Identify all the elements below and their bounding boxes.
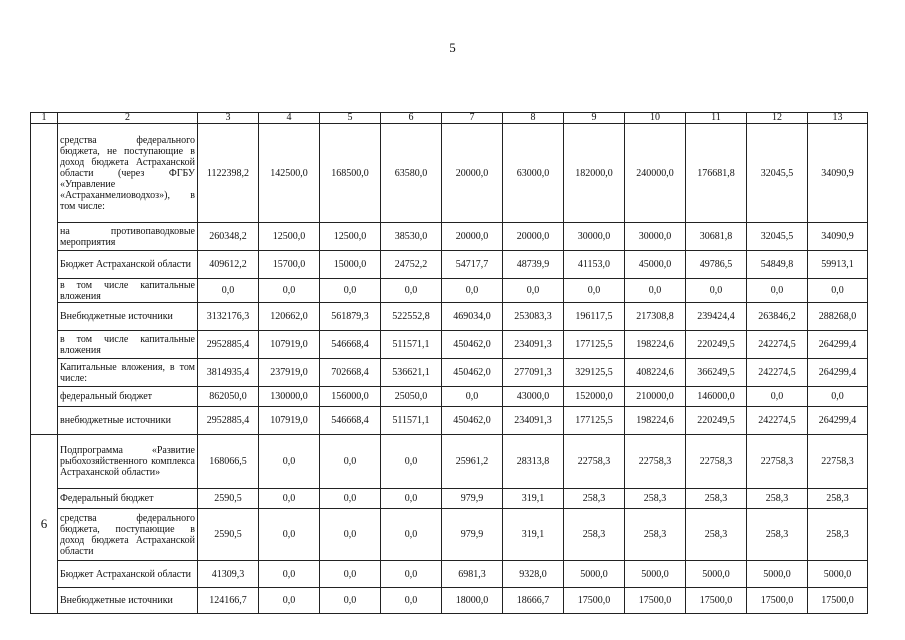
value-cell: 24752,2 [381, 251, 442, 279]
value-cell: 30000,0 [625, 223, 686, 251]
value-cell: 702668,4 [320, 359, 381, 387]
row-label: Внебюджетные источники [58, 303, 198, 331]
value-cell: 17500,0 [686, 588, 747, 614]
value-cell: 41309,3 [198, 561, 259, 588]
value-cell: 0,0 [381, 279, 442, 303]
value-cell: 30681,8 [686, 223, 747, 251]
row-label: Федеральный бюджет [58, 489, 198, 509]
value-cell: 45000,0 [625, 251, 686, 279]
value-cell: 0,0 [686, 279, 747, 303]
value-cell: 0,0 [381, 435, 442, 489]
row-label: в том числе капитальные вложения [58, 279, 198, 303]
value-cell: 25050,0 [381, 387, 442, 407]
value-cell: 260348,2 [198, 223, 259, 251]
value-cell: 22758,3 [808, 435, 868, 489]
table-row [31, 124, 868, 223]
value-cell: 0,0 [503, 279, 564, 303]
value-cell: 0,0 [259, 489, 320, 509]
value-cell: 156000,0 [320, 387, 381, 407]
table-row [31, 509, 868, 561]
value-cell: 22758,3 [686, 435, 747, 489]
value-cell: 0,0 [747, 387, 808, 407]
value-cell: 5000,0 [564, 561, 625, 588]
row-label: Бюджет Астраханской области [58, 251, 198, 279]
value-cell: 124166,7 [198, 588, 259, 614]
value-cell: 48739,9 [503, 251, 564, 279]
value-cell: 0,0 [320, 561, 381, 588]
column-number: 13 [808, 113, 868, 124]
value-cell: 979,9 [442, 489, 503, 509]
value-cell: 196117,5 [564, 303, 625, 331]
value-cell: 329125,5 [564, 359, 625, 387]
table-row [31, 303, 868, 331]
value-cell: 2590,5 [198, 489, 259, 509]
value-cell: 34090,9 [808, 223, 868, 251]
column-number: 9 [564, 113, 625, 124]
value-cell: 43000,0 [503, 387, 564, 407]
value-cell: 9328,0 [503, 561, 564, 588]
value-cell: 32045,5 [747, 124, 808, 223]
value-cell: 142500,0 [259, 124, 320, 223]
value-cell: 264299,4 [808, 331, 868, 359]
value-cell: 264299,4 [808, 407, 868, 435]
value-cell: 198224,6 [625, 407, 686, 435]
column-number: 6 [381, 113, 442, 124]
value-cell: 2952885,4 [198, 407, 259, 435]
value-cell: 3814935,4 [198, 359, 259, 387]
value-cell: 3132176,3 [198, 303, 259, 331]
column-number: 12 [747, 113, 808, 124]
column-number: 11 [686, 113, 747, 124]
value-cell: 258,3 [808, 489, 868, 509]
value-cell: 258,3 [686, 489, 747, 509]
value-cell: 0,0 [442, 387, 503, 407]
value-cell: 20000,0 [442, 223, 503, 251]
value-cell: 152000,0 [564, 387, 625, 407]
value-cell: 5000,0 [747, 561, 808, 588]
value-cell: 546668,4 [320, 407, 381, 435]
value-cell: 182000,0 [564, 124, 625, 223]
table-row [31, 331, 868, 359]
value-cell: 41153,0 [564, 251, 625, 279]
value-cell: 22758,3 [747, 435, 808, 489]
table-row [31, 387, 868, 407]
value-cell: 32045,5 [747, 223, 808, 251]
value-cell: 107919,0 [259, 407, 320, 435]
value-cell: 546668,4 [320, 331, 381, 359]
row-label: Бюджет Астраханской области [58, 561, 198, 588]
column-number: 7 [442, 113, 503, 124]
value-cell: 25961,2 [442, 435, 503, 489]
value-cell: 264299,4 [808, 359, 868, 387]
value-cell: 20000,0 [503, 223, 564, 251]
value-cell: 242274,5 [747, 331, 808, 359]
row-label: в том числе капитальные вложения [58, 331, 198, 359]
value-cell: 0,0 [808, 279, 868, 303]
value-cell: 288268,0 [808, 303, 868, 331]
value-cell: 120662,0 [259, 303, 320, 331]
value-cell: 0,0 [625, 279, 686, 303]
value-cell: 0,0 [320, 509, 381, 561]
row-label: Внебюджетные источники [58, 588, 198, 614]
value-cell: 15700,0 [259, 251, 320, 279]
column-number: 2 [58, 113, 198, 124]
value-cell: 469034,0 [442, 303, 503, 331]
value-cell: 0,0 [320, 489, 381, 509]
row-group-index: 6 [31, 435, 58, 614]
table-row [31, 561, 868, 588]
value-cell: 0,0 [442, 279, 503, 303]
budget-table [30, 112, 868, 614]
row-label: на противопаводковые мероприятия [58, 223, 198, 251]
value-cell: 366249,5 [686, 359, 747, 387]
value-cell: 2590,5 [198, 509, 259, 561]
value-cell: 0,0 [259, 509, 320, 561]
value-cell: 34090,9 [808, 124, 868, 223]
value-cell: 63580,0 [381, 124, 442, 223]
value-cell: 0,0 [381, 588, 442, 614]
value-cell: 22758,3 [564, 435, 625, 489]
value-cell: 130000,0 [259, 387, 320, 407]
value-cell: 450462,0 [442, 331, 503, 359]
table-row [31, 407, 868, 435]
value-cell: 49786,5 [686, 251, 747, 279]
value-cell: 450462,0 [442, 359, 503, 387]
value-cell: 0,0 [259, 279, 320, 303]
value-cell: 2952885,4 [198, 331, 259, 359]
column-number-row [31, 113, 868, 124]
row-label: средства федерального бюджета, не поступающие в доход бюджета Астраханской области (через ФГБУ «Управление «Астраханмелиоводхоз»), в том числе: [58, 124, 198, 223]
value-cell: 217308,8 [625, 303, 686, 331]
value-cell: 253083,3 [503, 303, 564, 331]
value-cell: 319,1 [503, 489, 564, 509]
value-cell: 409612,2 [198, 251, 259, 279]
value-cell: 258,3 [625, 509, 686, 561]
column-number: 5 [320, 113, 381, 124]
table-row [31, 279, 868, 303]
value-cell: 242274,5 [747, 359, 808, 387]
value-cell: 450462,0 [442, 407, 503, 435]
value-cell: 220249,5 [686, 407, 747, 435]
value-cell: 561879,3 [320, 303, 381, 331]
value-cell: 258,3 [564, 509, 625, 561]
value-cell: 177125,5 [564, 407, 625, 435]
value-cell: 5000,0 [625, 561, 686, 588]
value-cell: 0,0 [381, 489, 442, 509]
value-cell: 28313,8 [503, 435, 564, 489]
column-number: 4 [259, 113, 320, 124]
value-cell: 0,0 [381, 509, 442, 561]
value-cell: 17500,0 [564, 588, 625, 614]
table-row [31, 489, 868, 509]
value-cell: 258,3 [564, 489, 625, 509]
value-cell: 511571,1 [381, 331, 442, 359]
value-cell: 536621,1 [381, 359, 442, 387]
value-cell: 54849,8 [747, 251, 808, 279]
value-cell: 107919,0 [259, 331, 320, 359]
row-group-index [31, 124, 58, 435]
value-cell: 0,0 [808, 387, 868, 407]
value-cell: 0,0 [564, 279, 625, 303]
value-cell: 5000,0 [686, 561, 747, 588]
value-cell: 17500,0 [625, 588, 686, 614]
value-cell: 12500,0 [320, 223, 381, 251]
table-row [31, 251, 868, 279]
value-cell: 20000,0 [442, 124, 503, 223]
value-cell: 0,0 [259, 588, 320, 614]
value-cell: 263846,2 [747, 303, 808, 331]
value-cell: 168066,5 [198, 435, 259, 489]
value-cell: 54717,7 [442, 251, 503, 279]
page-number: 5 [449, 40, 456, 55]
table-row [31, 223, 868, 251]
value-cell: 242274,5 [747, 407, 808, 435]
table-row [31, 435, 868, 489]
value-cell: 220249,5 [686, 331, 747, 359]
value-cell: 18666,7 [503, 588, 564, 614]
value-cell: 210000,0 [625, 387, 686, 407]
table-row [31, 588, 868, 614]
value-cell: 0,0 [320, 435, 381, 489]
value-cell: 277091,3 [503, 359, 564, 387]
value-cell: 0,0 [198, 279, 259, 303]
value-cell: 237919,0 [259, 359, 320, 387]
value-cell: 258,3 [808, 509, 868, 561]
value-cell: 862050,0 [198, 387, 259, 407]
column-number: 10 [625, 113, 686, 124]
value-cell: 234091,3 [503, 331, 564, 359]
value-cell: 168500,0 [320, 124, 381, 223]
value-cell: 522552,8 [381, 303, 442, 331]
value-cell: 18000,0 [442, 588, 503, 614]
value-cell: 63000,0 [503, 124, 564, 223]
value-cell: 0,0 [320, 588, 381, 614]
table-row [31, 359, 868, 387]
value-cell: 146000,0 [686, 387, 747, 407]
value-cell: 15000,0 [320, 251, 381, 279]
row-label: Подпрограмма «Развитие рыбохозяйственного комплекса Астраханской области» [58, 435, 198, 489]
row-label: средства федерального бюджета, поступающие в доход бюджета Астраханской области [58, 509, 198, 561]
value-cell: 1122398,2 [198, 124, 259, 223]
value-cell: 38530,0 [381, 223, 442, 251]
value-cell: 511571,1 [381, 407, 442, 435]
value-cell: 258,3 [686, 509, 747, 561]
value-cell: 17500,0 [747, 588, 808, 614]
value-cell: 59913,1 [808, 251, 868, 279]
value-cell: 979,9 [442, 509, 503, 561]
value-cell: 408224,6 [625, 359, 686, 387]
row-label: внебюджетные источники [58, 407, 198, 435]
value-cell: 12500,0 [259, 223, 320, 251]
row-label: федеральный бюджет [58, 387, 198, 407]
value-cell: 0,0 [381, 561, 442, 588]
value-cell: 234091,3 [503, 407, 564, 435]
value-cell: 0,0 [259, 435, 320, 489]
value-cell: 176681,8 [686, 124, 747, 223]
value-cell: 198224,6 [625, 331, 686, 359]
value-cell: 258,3 [747, 489, 808, 509]
column-number: 3 [198, 113, 259, 124]
value-cell: 30000,0 [564, 223, 625, 251]
column-number: 8 [503, 113, 564, 124]
row-label: Капитальные вложения, в том числе: [58, 359, 198, 387]
value-cell: 0,0 [747, 279, 808, 303]
value-cell: 17500,0 [808, 588, 868, 614]
value-cell: 177125,5 [564, 331, 625, 359]
value-cell: 0,0 [320, 279, 381, 303]
value-cell: 258,3 [747, 509, 808, 561]
value-cell: 6981,3 [442, 561, 503, 588]
value-cell: 0,0 [259, 561, 320, 588]
value-cell: 319,1 [503, 509, 564, 561]
value-cell: 5000,0 [808, 561, 868, 588]
value-cell: 22758,3 [625, 435, 686, 489]
value-cell: 239424,4 [686, 303, 747, 331]
value-cell: 258,3 [625, 489, 686, 509]
column-number: 1 [31, 113, 58, 124]
value-cell: 240000,0 [625, 124, 686, 223]
